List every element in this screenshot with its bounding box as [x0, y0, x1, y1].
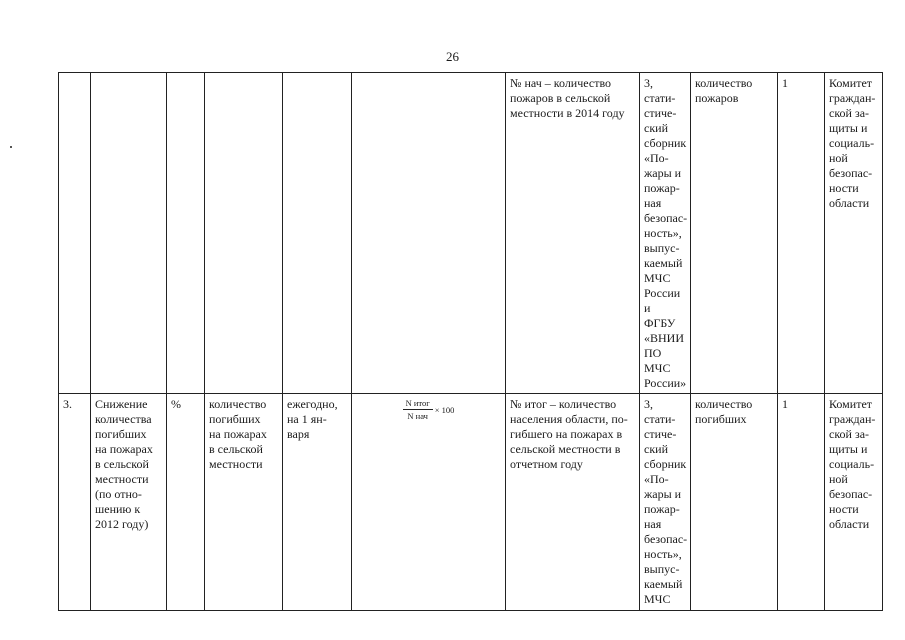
indicators-table [58, 72, 883, 611]
formula [356, 398, 501, 421]
cell-coverage: 1 [778, 73, 825, 394]
table-row [59, 73, 883, 394]
cell-collection-method: 3, стати- стиче- ский сборник «По- жары и пожар- ная безопас- ность», выпус- каемый МЧС [640, 394, 691, 611]
cell-variable-description: № итог – количество населения области, по- гибшего на пожарах в сельской местности в отчетном году [506, 394, 640, 611]
cell-number [59, 73, 91, 394]
cell-definition: количество погибших на пожарах в сельской местности [205, 394, 283, 611]
margin-mark [10, 146, 12, 148]
cell-responsible: Комитет граждан- ской за- щиты и социаль- ной безопас- ности области [825, 394, 883, 611]
cell-coverage: 1 [778, 394, 825, 611]
formula-fraction [403, 398, 433, 421]
table-row [59, 394, 883, 611]
cell-observation-object: количество пожаров [691, 73, 778, 394]
formula-numerator: N итог [403, 398, 433, 410]
formula-multiplier: × 100 [434, 404, 455, 415]
cell-indicator [91, 73, 167, 394]
formula-denominator: N нач [407, 411, 428, 421]
cell-definition [205, 73, 283, 394]
cell-responsible: Комитет граждан- ской за- щиты и социаль- ной безопас- ности области [825, 73, 883, 394]
cell-periodicity [283, 73, 352, 394]
cell-formula [352, 73, 506, 394]
page-number: 26 [446, 49, 459, 64]
cell-variable-description: № нач – количество пожаров в сельской местности в 2014 году [506, 73, 640, 394]
cell-indicator: Снижение количества погибших на пожарах в сельской местности (по отно- шению к 2012 году) [91, 394, 167, 611]
cell-unit: % [167, 394, 205, 611]
cell-observation-object: количество погибших [691, 394, 778, 611]
cell-number: 3. [59, 394, 91, 611]
cell-periodicity: ежегодно, на 1 ян- варя [283, 394, 352, 611]
cell-unit [167, 73, 205, 394]
cell-collection-method: 3, стати- стиче- ский сборник «По- жары и пожар- ная безопас- ность», выпус- каемый МЧС России и ФГБУ «ВНИИ ПО МЧС России» [640, 73, 691, 394]
cell-formula [352, 394, 506, 611]
